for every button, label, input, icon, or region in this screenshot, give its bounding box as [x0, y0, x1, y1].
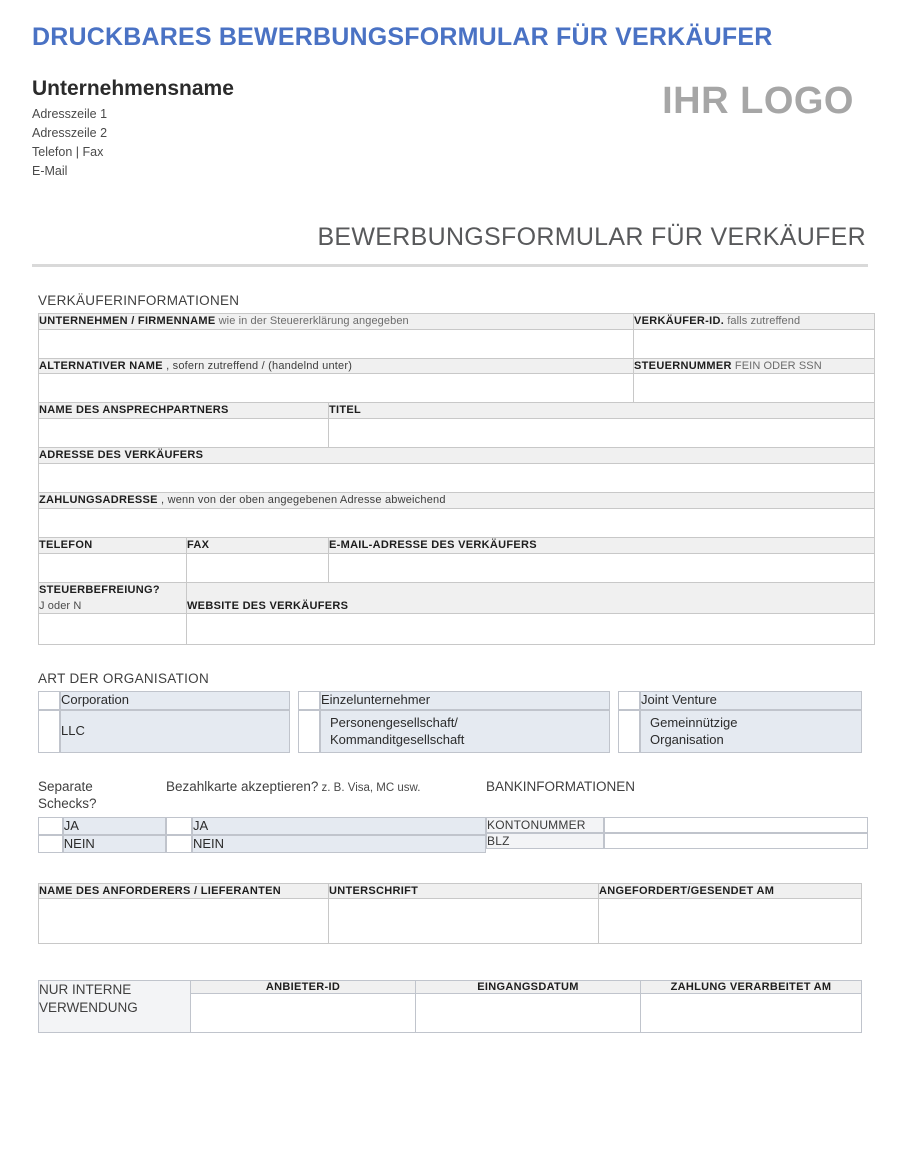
- table-row: [38, 691, 862, 710]
- field-payment-processed-date[interactable]: [641, 994, 862, 1033]
- table-row: [39, 614, 875, 645]
- table-row: [39, 553, 875, 582]
- table-row: [38, 710, 862, 753]
- table-row: [39, 358, 875, 374]
- label-vendor-email: E-MAIL-ADRESSE DES VERKÄUFERS: [329, 538, 537, 551]
- table-row: [486, 833, 868, 849]
- payment-card-group: [166, 779, 486, 852]
- section-label-org-type: ART DER ORGANISATION: [38, 671, 210, 687]
- checkbox-llc[interactable]: [38, 710, 60, 753]
- table-row: [39, 374, 875, 403]
- label-phone: TELEFON: [39, 538, 93, 551]
- option-payment-card-no[interactable]: NEIN: [192, 835, 486, 853]
- payment-card-label: [166, 779, 486, 813]
- option-nonprofit-line2: Organisation: [650, 731, 724, 747]
- table-row: [486, 817, 868, 833]
- field-account-number[interactable]: [604, 817, 868, 833]
- payment-preferences-row: [38, 779, 868, 852]
- field-provider-id[interactable]: [191, 994, 416, 1033]
- label-account-number: KONTONUMMER: [486, 817, 604, 833]
- label-vendor-address: ADRESSE DES VERKÄUFERS: [39, 449, 204, 462]
- field-requester-name[interactable]: [39, 899, 329, 944]
- address-line-2: Adresszeile 2: [32, 125, 108, 140]
- spacer: [290, 710, 298, 753]
- option-joint-venture[interactable]: Joint Venture: [640, 691, 862, 710]
- hint-vendor-id: falls zutreffend: [724, 314, 801, 327]
- org-type-table: [38, 691, 862, 753]
- option-partnership-line1: Personengesellschaft/: [330, 715, 458, 731]
- header-divider: [32, 264, 868, 267]
- table-row: [166, 817, 486, 835]
- field-requested-date[interactable]: [599, 899, 862, 944]
- field-fax[interactable]: [187, 553, 329, 582]
- checkbox-joint-venture[interactable]: [618, 691, 640, 710]
- cell-remit-address-header: [39, 493, 875, 509]
- table-row: [166, 835, 486, 853]
- label-fax: FAX: [187, 538, 210, 551]
- separate-checks-label-line2: Schecks?: [38, 796, 97, 812]
- table-row: [39, 493, 875, 509]
- field-phone[interactable]: [39, 553, 187, 582]
- logo-placeholder: IHR LOGO: [662, 79, 854, 122]
- bank-info-label: BANKINFORMATIONEN: [486, 779, 636, 795]
- spacer: [610, 691, 618, 710]
- label-requested-date: ANGEFORDERT/GESENDET AM: [599, 884, 775, 897]
- hint-remit-address: , wenn von der oben angegebenen Adresse abweichend: [157, 494, 446, 507]
- option-corporation[interactable]: Corporation: [60, 691, 290, 710]
- cell-fax-header: [187, 537, 329, 553]
- option-partnership[interactable]: [320, 710, 610, 753]
- field-routing-number[interactable]: [604, 833, 868, 849]
- label-payment-processed-date: ZAHLUNG VERARBEITET AM: [641, 981, 862, 994]
- hint-tax-exempt: J oder N: [39, 599, 82, 612]
- bank-info-table: [486, 817, 868, 849]
- table-row: [39, 537, 875, 553]
- table-row: [39, 899, 862, 944]
- table-row: [39, 419, 875, 448]
- cell-contact-title-header: [329, 403, 875, 419]
- cell-vendor-id-header: [634, 313, 875, 329]
- checkbox-payment-card-yes[interactable]: [166, 817, 192, 835]
- table-row: [39, 582, 875, 614]
- vendor-info-table: [38, 313, 875, 646]
- cell-vendor-website-header: [187, 582, 875, 614]
- label-alternate-name: ALTERNATIVER NAME: [39, 359, 163, 372]
- address-line-1: Adresszeile 1: [32, 106, 108, 121]
- internal-use-label-line2: VERWENDUNG: [39, 1000, 138, 1016]
- separate-checks-label: [38, 779, 166, 813]
- table-row: [38, 817, 166, 835]
- cell-signature-header: [329, 883, 599, 899]
- payment-card-table: [166, 817, 486, 852]
- option-nonprofit[interactable]: [640, 710, 862, 753]
- label-vendor-id: VERKÄUFER-ID.: [634, 314, 725, 327]
- field-vendor-website[interactable]: [187, 614, 875, 645]
- field-remit-address[interactable]: [39, 508, 875, 537]
- table-row: [39, 313, 875, 329]
- checkbox-separate-checks-yes[interactable]: [38, 817, 63, 835]
- cell-tax-exempt-header: [39, 582, 187, 614]
- label-vendor-website: WEBSITE DES VERKÄUFERS: [187, 599, 349, 612]
- separate-checks-label-line1: Separate: [38, 779, 93, 795]
- phone-fax-line: Telefon | Fax: [32, 144, 104, 159]
- label-requester-name: NAME DES ANFORDERERS / LIEFERANTEN: [39, 884, 282, 897]
- field-contact-name[interactable]: [39, 419, 329, 448]
- checkbox-nonprofit[interactable]: [618, 710, 640, 753]
- cell-alternate-name-header: [39, 358, 634, 374]
- separate-checks-group: [38, 779, 166, 852]
- field-vendor-id[interactable]: [634, 329, 875, 358]
- form-title: BEWERBUNGSFORMULAR FÜR VERKÄUFER: [317, 222, 866, 251]
- field-tax-exempt[interactable]: [39, 614, 187, 645]
- option-separate-checks-no[interactable]: NEIN: [63, 835, 166, 853]
- field-received-date[interactable]: [416, 994, 641, 1033]
- table-row: [39, 329, 875, 358]
- table-row: [39, 508, 875, 537]
- hint-tax-number: FEIN ODER SSN: [731, 359, 822, 372]
- cell-requested-date-header: [599, 883, 862, 899]
- internal-use-label: [39, 981, 191, 1033]
- spacer: [290, 691, 298, 710]
- cell-contact-name-header: [39, 403, 329, 419]
- label-remit-address: ZAHLUNGSADRESSE: [39, 494, 158, 507]
- requester-table: [38, 883, 862, 945]
- table-row: [39, 448, 875, 464]
- field-vendor-address[interactable]: [39, 464, 875, 493]
- cell-vendor-email-header: [329, 537, 875, 553]
- option-sole-proprietor[interactable]: Einzelunternehmer: [320, 691, 610, 710]
- checkbox-corporation[interactable]: [38, 691, 60, 710]
- field-contact-title[interactable]: [329, 419, 875, 448]
- label-routing-number: BLZ: [486, 833, 604, 849]
- label-company-name: UNTERNEHMEN / FIRMENNAME: [39, 314, 216, 327]
- label-tax-exempt: STEUERBEFREIUNG?: [39, 583, 160, 596]
- letterhead-address-block: [32, 76, 234, 181]
- internal-use-label-line1: NUR INTERNE: [39, 982, 132, 998]
- letterhead: [32, 76, 868, 181]
- payment-card-note: z. B. Visa, MC usw.: [318, 782, 421, 795]
- checkbox-separate-checks-no[interactable]: [38, 835, 63, 853]
- field-vendor-email[interactable]: [329, 553, 875, 582]
- label-signature: UNTERSCHRIFT: [329, 884, 419, 897]
- table-row: [39, 981, 862, 994]
- field-signature[interactable]: [329, 899, 599, 944]
- payment-card-label-text: Bezahlkarte akzeptieren?: [166, 779, 319, 795]
- email-line: E-Mail: [32, 163, 68, 178]
- cell-company-name-header: [39, 313, 634, 329]
- table-row: [39, 883, 862, 899]
- table-row: [38, 835, 166, 853]
- cell-phone-header: [39, 537, 187, 553]
- label-contact-title: TITEL: [329, 404, 362, 417]
- checkbox-payment-card-no[interactable]: [166, 835, 192, 853]
- table-row: [39, 464, 875, 493]
- internal-use-table: [38, 980, 862, 1033]
- bank-info-group: [486, 779, 868, 849]
- checkbox-sole-proprietor[interactable]: [298, 691, 320, 710]
- field-company-name[interactable]: [39, 329, 634, 358]
- label-received-date: EINGANGSDATUM: [416, 981, 641, 994]
- cell-tax-number-header: [634, 358, 875, 374]
- page-title: DRUCKBARES BEWERBUNGSFORMULAR FÜR VERKÄUFER: [32, 23, 773, 51]
- separate-checks-table: [38, 817, 166, 852]
- spacer: [610, 710, 618, 753]
- label-provider-id: ANBIETER-ID: [191, 981, 416, 994]
- option-nonprofit-line1: Gemeinnützige: [650, 715, 738, 731]
- checkbox-partnership[interactable]: [298, 710, 320, 753]
- label-tax-number: STEUERNUMMER: [634, 359, 732, 372]
- company-name: Unternehmensname: [32, 76, 234, 100]
- option-separate-checks-yes[interactable]: JA: [63, 817, 166, 835]
- hint-company-name: wie in der Steuererklärung angegeben: [215, 314, 409, 327]
- option-payment-card-yes[interactable]: JA: [192, 817, 486, 835]
- cell-requester-name-header: [39, 883, 329, 899]
- option-partnership-line2: Kommanditgesellschaft: [330, 731, 465, 747]
- label-contact-name: NAME DES ANSPRECHPARTNERS: [39, 404, 229, 417]
- option-llc[interactable]: LLC: [60, 710, 290, 753]
- field-alternate-name[interactable]: [39, 374, 634, 403]
- cell-vendor-address-header: [39, 448, 875, 464]
- hint-alternate-name: , sofern zutreffend / (handelnd unter): [162, 359, 353, 372]
- table-row: [39, 403, 875, 419]
- section-label-vendor-info: VERKÄUFERINFORMATIONEN: [38, 292, 240, 308]
- field-tax-number[interactable]: [634, 374, 875, 403]
